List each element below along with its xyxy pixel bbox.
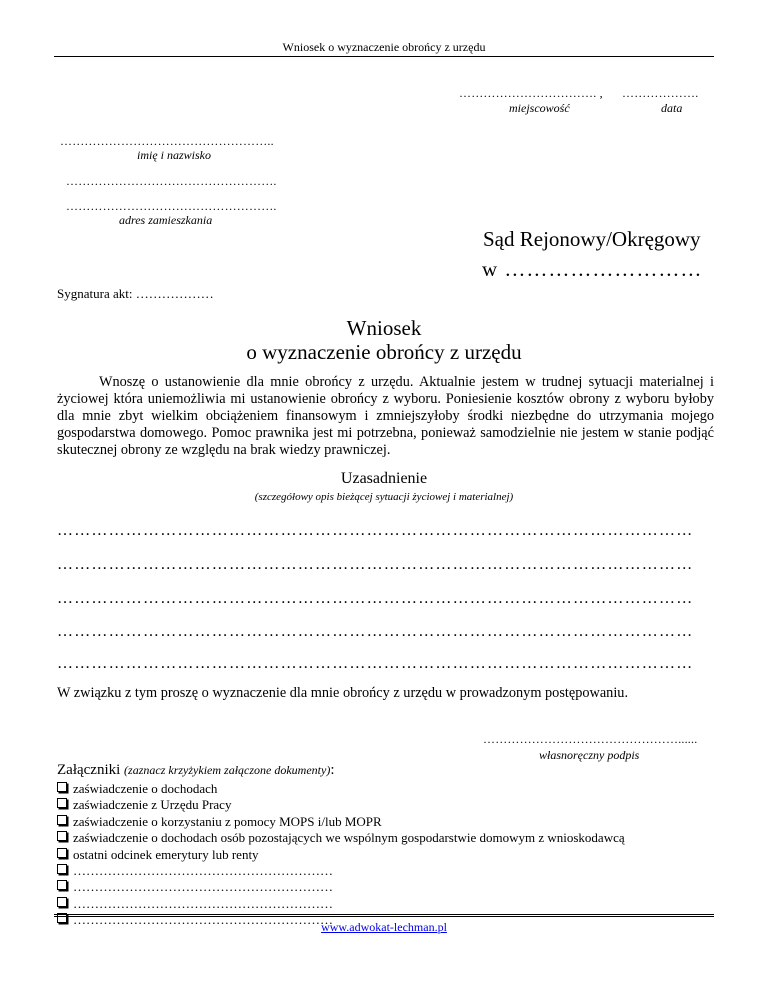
justification-line[interactable]: ………………………………………………………………………………………………… <box>57 623 694 640</box>
checkbox-icon[interactable] <box>57 798 67 808</box>
document-subtitle: o wyznaczenie obrońcy z urzędu <box>246 340 522 364</box>
document-title: Wniosek <box>346 316 422 340</box>
justification-heading: Uzasadnienie <box>340 470 428 487</box>
court-location-field[interactable]: w ……………………… <box>482 257 703 281</box>
date-field[interactable]: ………………. <box>622 86 699 100</box>
date-caption: data <box>661 101 683 115</box>
justification-caption: (szczegółowy opis bieżącej sytuacji życiowej i materialnej) <box>254 491 514 503</box>
address-field-line-1[interactable]: ……………………………………………. <box>66 174 277 188</box>
attachments-list <box>57 781 625 929</box>
header-rule <box>54 56 714 57</box>
list-item <box>57 879 625 895</box>
attachment-blank-field[interactable]: …………………………………………………… <box>73 912 333 928</box>
footer-rule <box>54 916 714 917</box>
checkbox-icon[interactable] <box>57 897 67 907</box>
checkbox-icon[interactable] <box>57 848 67 858</box>
attachment-blank-field[interactable]: …………………………………………………… <box>73 895 333 911</box>
attachment-blank-field[interactable]: …………………………………………………… <box>73 879 333 895</box>
address-field-line-2[interactable]: ……………………………………………. <box>66 199 277 213</box>
checkbox-icon[interactable] <box>57 864 67 874</box>
list-item <box>57 863 625 879</box>
attachments-heading <box>57 762 335 779</box>
attachments-title: Załączniki <box>57 762 121 778</box>
list-item <box>57 847 625 863</box>
attachment-label: ostatni odcinek emerytury lub renty <box>73 846 259 862</box>
name-caption: imię i nazwisko <box>137 148 211 162</box>
list-item <box>57 830 625 846</box>
justification-line[interactable]: ………………………………………………………………………………………………… <box>57 590 694 607</box>
place-field[interactable]: ……………………………. , <box>459 86 603 100</box>
attachments-colon: : <box>330 762 335 778</box>
footer-rule <box>54 914 714 915</box>
justification-line[interactable]: ………………………………………………………………………………………………… <box>57 556 694 573</box>
signature-field[interactable]: …………………………………………...... <box>483 732 698 746</box>
attachment-blank-field[interactable]: …………………………………………………… <box>73 863 333 879</box>
list-item <box>57 814 625 830</box>
place-caption: miejscowość <box>509 101 570 115</box>
checkbox-icon[interactable] <box>57 831 67 841</box>
checkbox-icon[interactable] <box>57 880 67 890</box>
checkbox-icon[interactable] <box>57 815 67 825</box>
checkbox-icon[interactable] <box>57 782 67 792</box>
final-request: W związku z tym proszę o wyznaczenie dla mnie obrońcy z urzędu w prowadzonym postępowaniu. <box>57 685 629 701</box>
attachment-label: zaświadczenie o korzystaniu z pomocy MOPS i/lub MOPR <box>73 813 382 829</box>
attachments-note: (zaznacz krzyżykiem załączone dokumenty) <box>124 763 331 777</box>
request-paragraph: Wnoszę o ustanowienie dla mnie obrońcy z urzędu. Aktualnie jestem w trudnej sytuacji materialnej i życiowej która uniemożliwia mi ustanowienie obrońcy z wyboru. Poniesienie kosztów obrony z wyboru byłoby dla mnie zbyt wielkim obciążeniem finansowym i zmniejszyłoby środki niezbędne do utrzymania mojego gospodarstwa domowego. Pomoc prawnika jest mi potrzebna, ponieważ samodzielnie nie jestem w stanie podjąć skutecznej obrony ze względu na brak wiedzy prawniczej. <box>57 374 714 458</box>
list-item <box>57 781 625 797</box>
justification-line[interactable]: ………………………………………………………………………………………………… <box>57 655 694 672</box>
list-item <box>57 896 625 912</box>
court-name: Sąd Rejonowy/Okręgowy <box>483 227 701 251</box>
name-field[interactable]: …………………………………………….. <box>60 134 274 148</box>
attachment-label: zaświadczenie z Urzędu Pracy <box>73 797 232 813</box>
attachment-label: zaświadczenie o dochodach <box>73 781 218 796</box>
case-number-field[interactable]: Sygnatura akt: ……………… <box>57 286 214 301</box>
justification-line[interactable]: ………………………………………………………………………………………………… <box>57 522 694 539</box>
list-item <box>57 797 625 813</box>
footer-link[interactable]: www.adwokat-lechman.pl <box>321 920 447 934</box>
attachment-label: zaświadczenie o dochodach osób pozostających we wspólnym gospodarstwie domowym z wnioskodawcą <box>73 830 625 846</box>
signature-caption: własnoręczny podpis <box>539 748 640 762</box>
page-header-title: Wniosek o wyznaczenie obrońcy z urzędu <box>282 40 486 54</box>
address-caption: adres zamieszkania <box>119 213 213 227</box>
